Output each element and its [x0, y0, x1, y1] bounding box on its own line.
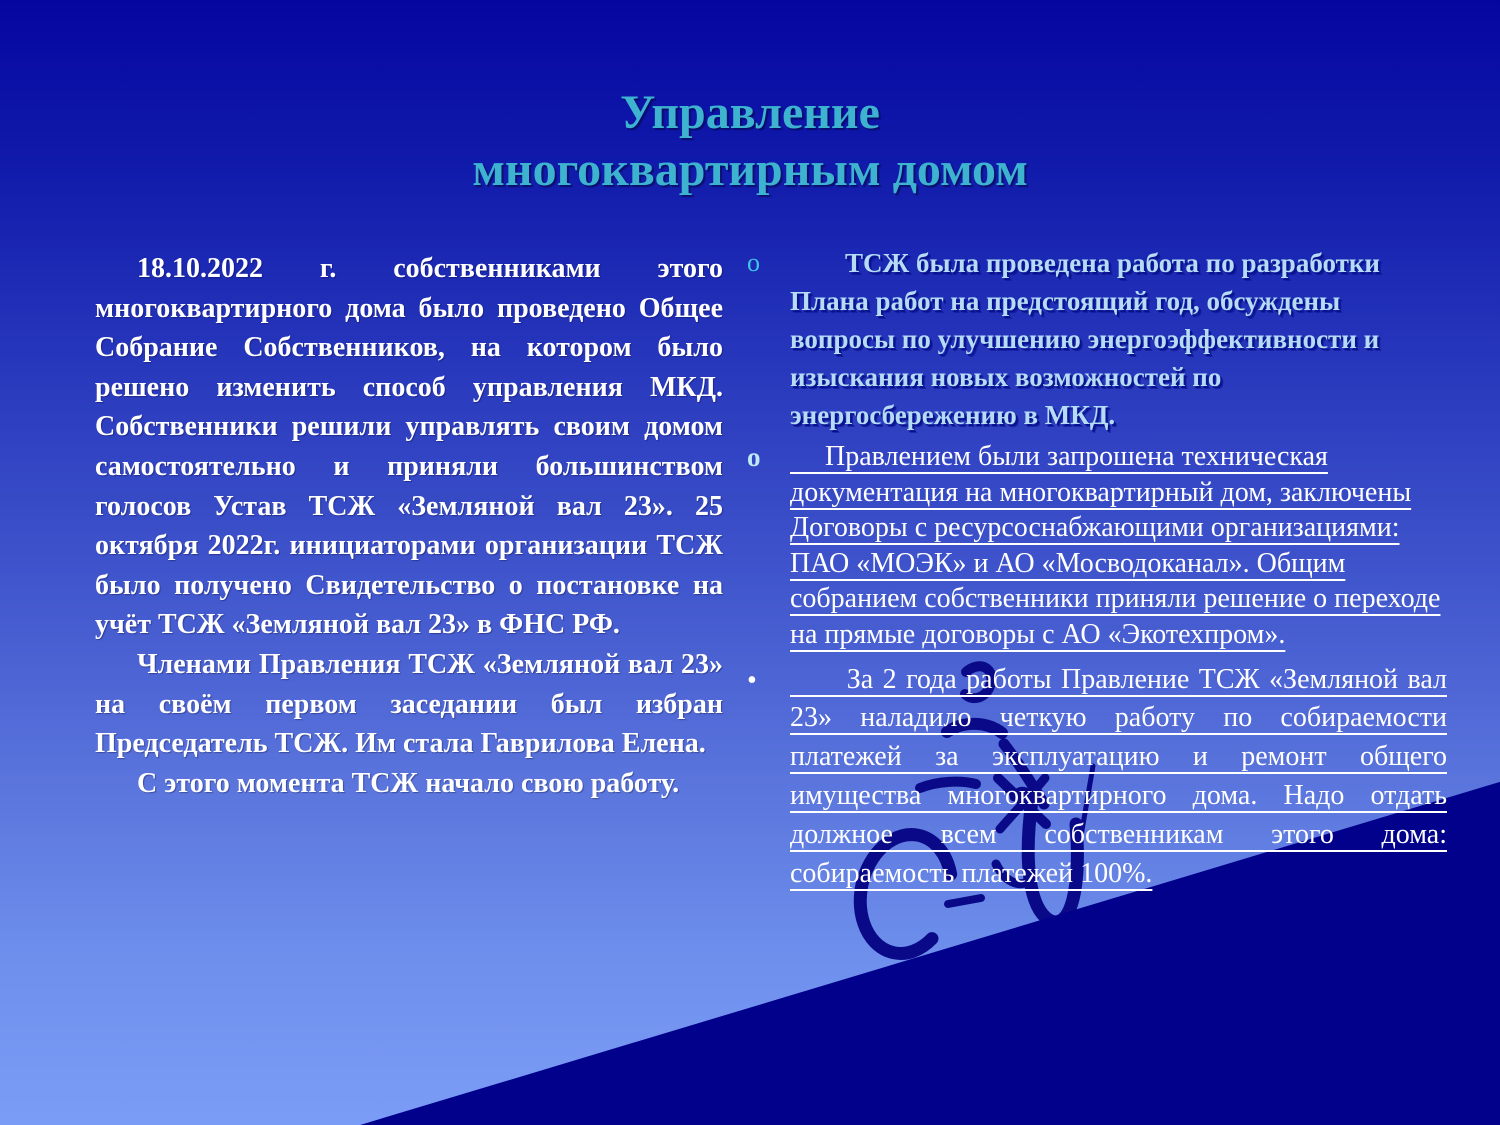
title-line-1: Управление [620, 86, 880, 139]
bullet-marker-dot: • [747, 664, 757, 696]
left-paragraph-1: 18.10.2022 г. собственниками этого многоквартирного дома было проведено Общее Собрание Собственников, на котором было решено изменить способ управления МКД. Собственники решили управлять своим домом самостоятельно и приняли большинством голосов Устав ТСЖ «Земляной вал 23». 25 октября 2022г. инициаторами организации ТСЖ было получено Свидетельство о постановке на учёт ТСЖ «Земляной вал 23» в ФНС РФ. [95, 253, 723, 641]
bullet-marker-o: o [747, 248, 760, 277]
left-paragraph-2: Членами Правления ТСЖ «Земляной вал 23» на своём первом заседании был избран Председатель ТСЖ. Им стала Гаврилова Елена. [95, 648, 723, 760]
left-paragraph-3: С этого момента ТСЖ начало свою работу. [137, 767, 680, 799]
bullet-item-plan [745, 244, 1447, 434]
bullet-item-payments [745, 661, 1447, 894]
bullet-text-plan: ТСЖ была проведена работа по разработки Плана работ на предстоящий год, обсуждены вопросы по улучшению энергоэффективности и изыскания новых возможностей по энергосбережению в МКД. [790, 248, 1380, 430]
bullet-text-payments: За 2 года работы Правление ТСЖ «Земляной вал 23» наладило четкую работу по собираемости платежей за эксплуатацию и ремонт общего имущества многоквартирного дома. Надо отдать должное всем собственникам этого дома: собираемость платежей 100%. [790, 663, 1447, 889]
bullet-item-contracts [745, 439, 1447, 653]
left-text-column [95, 249, 723, 803]
right-bullet-column [745, 244, 1447, 893]
title-line-2: многоквартирным домом [472, 143, 1028, 196]
bullet-marker-o: o [747, 442, 761, 472]
slide-title [0, 84, 1500, 198]
bullet-text-contracts: Правлением были запрошена техническая документация на многоквартирный дом, заключены Договоры с ресурсоснабжающими организациями: ПАО «МОЭК» и АО «Мосводоканал». Общим собранием собственники приняли решение о переходе на прямые договоры с АО «Экотехпром». [790, 441, 1441, 650]
